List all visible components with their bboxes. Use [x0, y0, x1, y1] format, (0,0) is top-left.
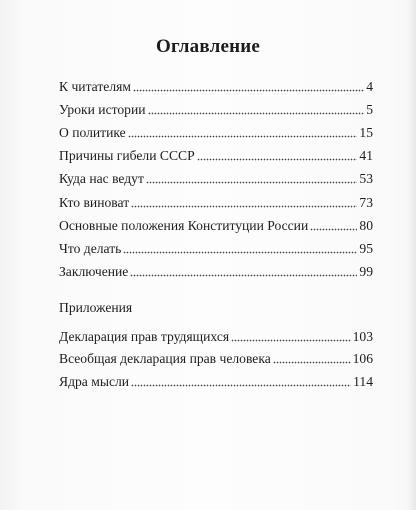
dot-leader: [273, 361, 351, 364]
toc-entry-title: Уроки истории: [59, 102, 146, 118]
dot-leader: [146, 181, 357, 184]
toc-entry-title: Кто виноват: [59, 194, 130, 210]
table-of-contents: [59, 72, 373, 280]
toc-entry-title: О политике: [59, 125, 126, 141]
toc-entry-title: Основные положения Конституции России: [59, 217, 309, 233]
toc-entry-page: 4: [366, 79, 373, 95]
toc-entry: [59, 234, 373, 257]
dot-leader: [131, 384, 351, 387]
toc-entry-title: Заключение: [59, 263, 129, 279]
toc-entry: [59, 164, 373, 187]
toc-entry-page: 5: [366, 102, 373, 118]
toc-entry-title: Что делать: [59, 240, 122, 256]
toc-entry-page: 114: [353, 373, 373, 389]
toc-entry: [59, 72, 373, 95]
appendix-heading: Приложения: [59, 300, 133, 315]
toc-entry: [59, 95, 373, 118]
toc-entry: [59, 322, 373, 345]
toc-entry: [59, 211, 373, 234]
dot-leader: [231, 339, 350, 342]
toc-entry-title: Всеобщая декларация прав человека: [59, 351, 271, 366]
toc-entry: [59, 367, 373, 390]
toc-entry-page: 41: [359, 148, 373, 164]
toc-entry-page: 95: [359, 240, 373, 256]
toc-entry-title: Ядра мысли: [59, 373, 130, 389]
dot-leader: [128, 135, 358, 138]
dot-leader: [130, 274, 357, 277]
toc-entry: [59, 187, 373, 210]
dot-leader: [131, 205, 357, 208]
dot-leader: [133, 89, 364, 92]
dot-leader: [123, 251, 357, 254]
appendix-contents: [59, 322, 373, 390]
toc-entry-title: К читателям: [59, 79, 131, 95]
page-title: Оглавление: [155, 36, 261, 57]
toc-entry-title: Декларация прав трудящихся: [59, 328, 230, 344]
toc-entry: [59, 118, 373, 141]
toc-entry-page: 80: [359, 217, 373, 233]
toc-entry-page: 99: [359, 263, 373, 279]
dot-leader: [310, 228, 357, 231]
dot-leader: [148, 112, 365, 115]
toc-entry-page: 73: [359, 194, 373, 210]
toc-entry-page: 103: [352, 328, 373, 344]
toc-entry: [59, 345, 373, 368]
toc-entry-page: 15: [359, 125, 373, 141]
dot-leader: [197, 158, 358, 161]
toc-entry-title: Куда нас ведут: [59, 171, 144, 187]
toc-entry: [59, 141, 373, 164]
toc-entry: [59, 257, 373, 280]
toc-entry-page: 106: [352, 351, 373, 366]
toc-entry-title: Причины гибели СССР: [59, 148, 195, 164]
toc-entry-page: 53: [359, 171, 373, 187]
